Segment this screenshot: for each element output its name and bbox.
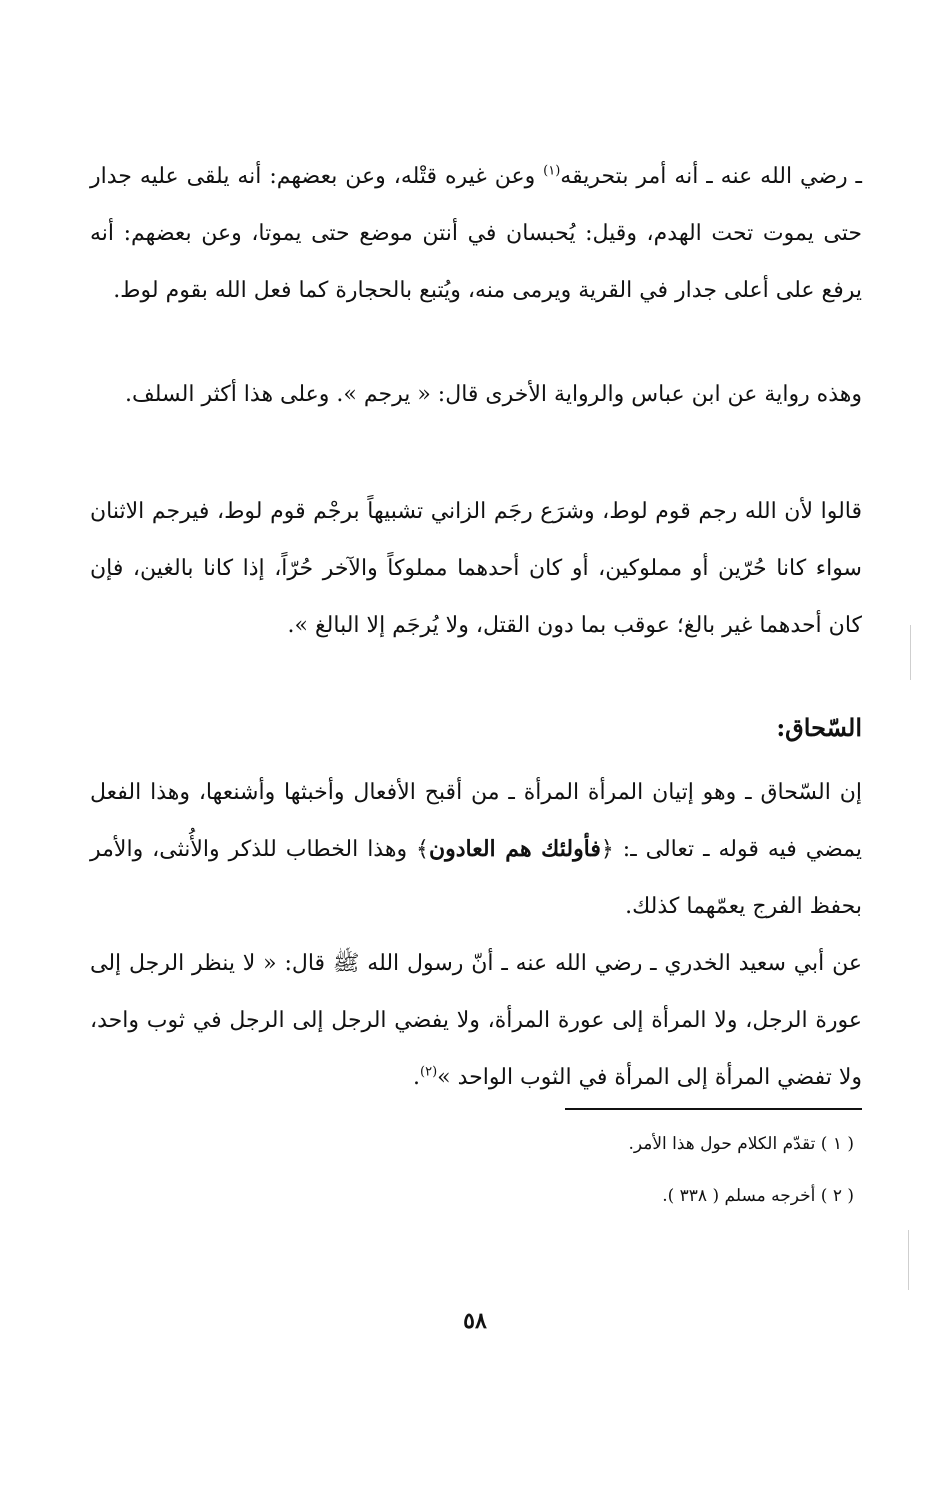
paragraph-text: ـ رضي الله عنه ـ أنه أمر بتحريقه [560, 164, 863, 189]
paragraph-text: إن السّحاق ـ وهو إتيان المرأة المرأة ـ من أقبح الأفعال وأخبثها وأشنعها، وهذا الفعل يمضي فيه قوله ـ تعالى ـ: ﴿ [90, 780, 863, 862]
paragraph-end-mark: . [413, 1065, 421, 1090]
scan-artifact [910, 625, 911, 680]
quran-quote: فأولئك هم العادون [428, 836, 601, 862]
footnote-ref-1: (١) [543, 163, 561, 179]
footnote-1: ( ١ ) تقدّم الكلام حول هذا الأمر. [628, 1134, 854, 1154]
paragraph-text-continued: وعن غيره قتْله، وعن بعضهم: أنه يلقى عليه جدار حتى يموت تحت الهدم، وقيل: يُحبسان في أنتن موضع حتى يموتا، وعن بعضهم: أنه يرفع على أعلى جدار في القرية ويرمى منه، ويُتبع بالحجارة كما فعل الله بقوم لوط. [90, 164, 862, 303]
paragraph-hadith [90, 935, 862, 1106]
scan-artifact [908, 1230, 909, 1290]
footnote-ref-2: (٢) [420, 1064, 438, 1080]
paragraph-punishment-methods [90, 148, 862, 319]
page-number: ٥٨ [463, 1308, 487, 1334]
hadith-text: عن أبي سعيد الخدري ـ رضي الله عنه ـ أنّ رسول الله ﷺ قال: « لا ينظر الرجل إلى عورة الرجل، ولا المرأة إلى عورة المرأة، ولا يفضي الرجل إلى الرجل في ثوب واحد، ولا تفضي المرأة إلى المرأة في الثوب الواحد » [90, 951, 862, 1090]
footnote-2: ( ٢ ) أخرجه مسلم ( ٣٣٨ ). [662, 1186, 854, 1206]
footnote-divider [565, 1108, 862, 1110]
paragraph-text-continued: ﴾ وهذا الخطاب للذكر والأُنثى، والأمر بحفظ الفرج يعمّهما كذلك. [90, 837, 862, 919]
paragraph-definition [90, 764, 862, 935]
section-heading: السّحاق: [776, 713, 862, 742]
paragraph-stoning-ruling: قالوا لأن الله رجم قوم لوط، وشرَع رجَم الزاني تشبيهاً برجْم قوم لوط، فيرجم الاثنان سواء كانا حُرّين أو مملوكين، أو كان أحدهما مملوكاً والآخر حُرّاً، إذا كانا بالغين، فإن كان أحدهما غير بالغ؛ عوقب بما دون القتل، ولا يُرجَم إلا البالغ ». [90, 499, 862, 638]
paragraph-ibn-abbas-narration: وهذه رواية عن ابن عباس والرواية الأخرى قال: « يرجم ». وعلى هذا أكثر السلف. [124, 382, 862, 407]
